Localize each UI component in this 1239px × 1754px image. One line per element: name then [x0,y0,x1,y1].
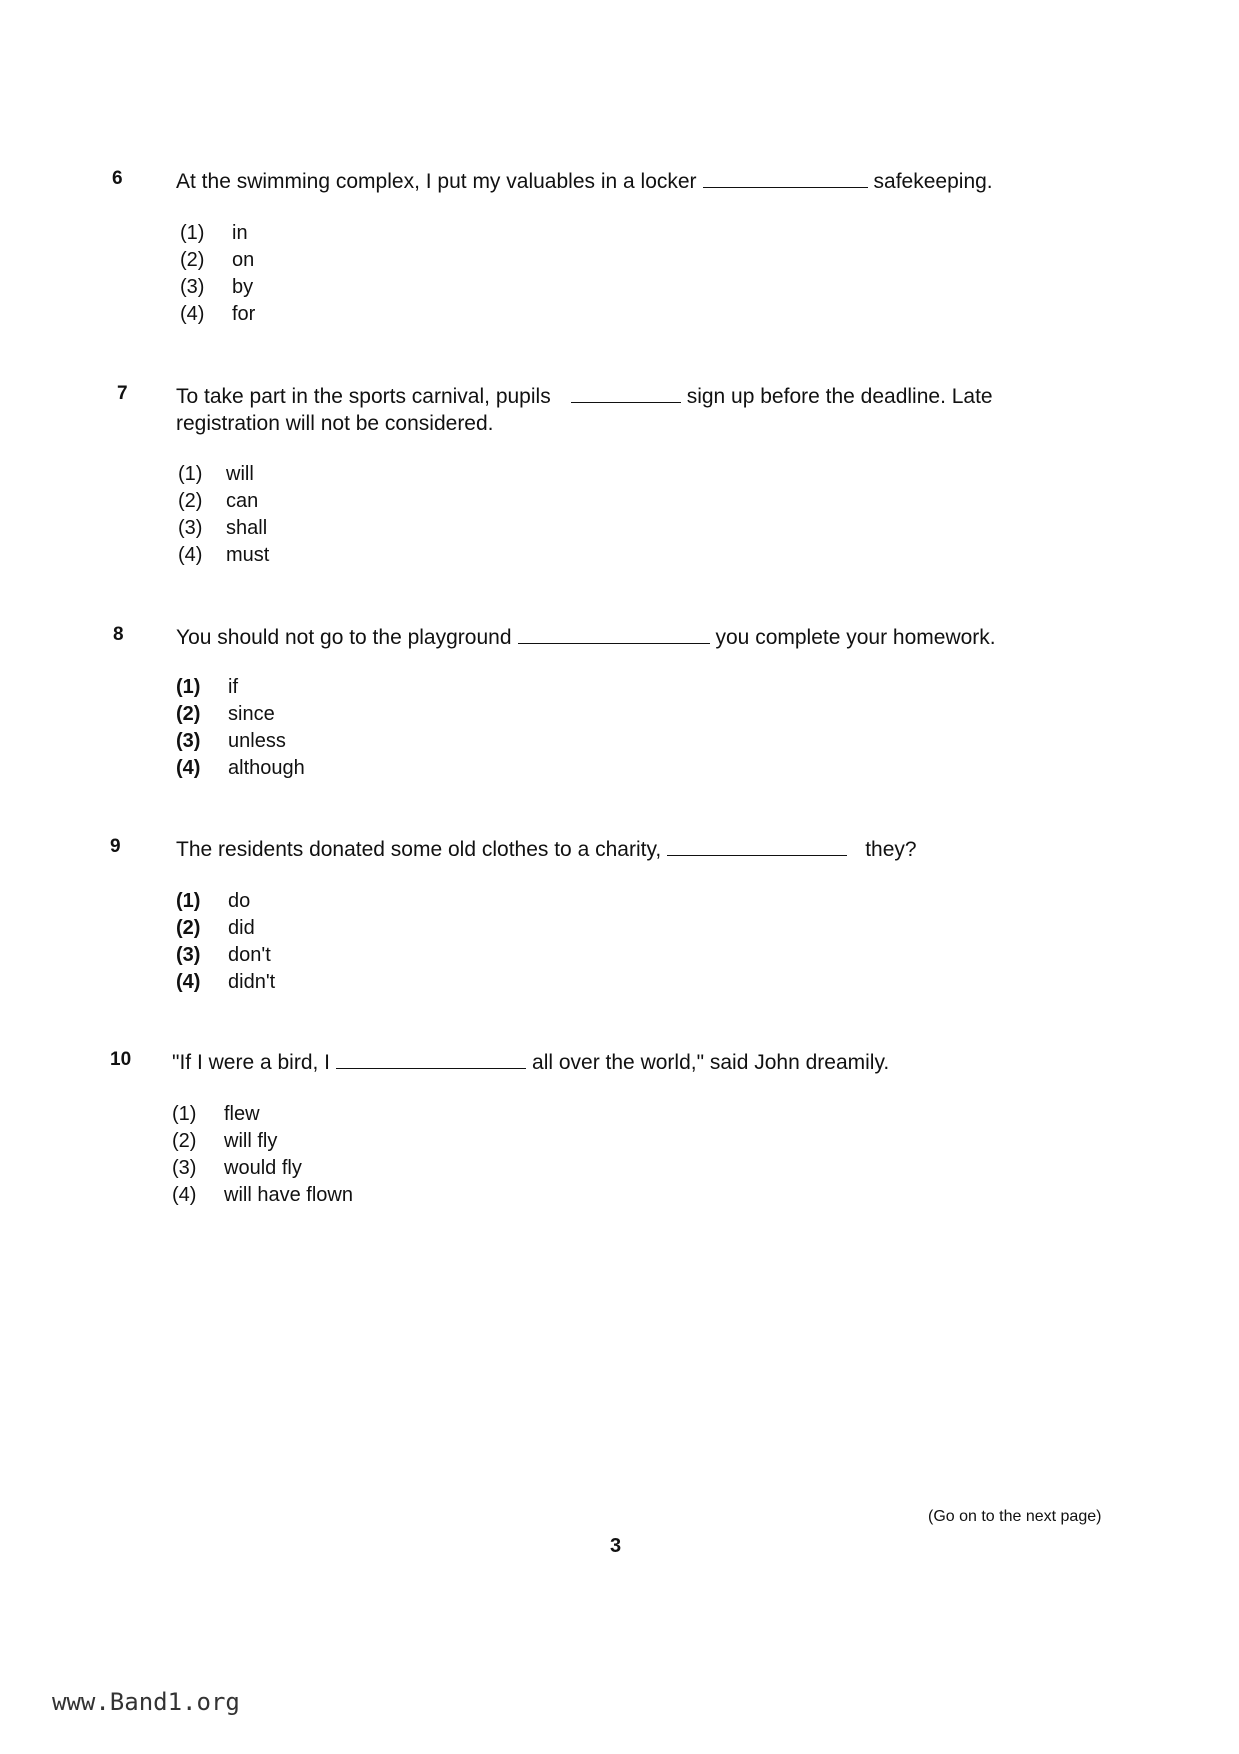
options-list [178,461,269,569]
option-3: (3) would fly [172,1157,302,1179]
question-text-before: The residents donated some old clothes to a charity, [176,838,662,861]
answer-blank [667,837,847,856]
answer-blank [518,625,710,644]
option-4: (4) will have flown [172,1184,353,1206]
option-3: (3) by [180,276,254,298]
question-number: 8 [113,624,124,645]
question-text [176,168,1136,195]
option-2: (2) on [180,249,255,271]
question-text-after: you complete your homework. [715,626,996,649]
question-text-after: sign up before the deadline. Late [686,385,993,408]
next-page-note: (Go on to the next page) [928,1508,1102,1525]
option-1: (1) will [178,463,254,485]
option-1: (1) do [176,890,251,912]
watermark-url: www.Band1.org [52,1688,240,1716]
question-number: 6 [112,168,123,189]
option-4: (4) for [180,303,256,325]
question-number: 7 [117,383,128,404]
options-list [180,220,255,328]
option-2: (2) since [176,703,275,725]
question-text-before: At the swimming complex, I put my valuables in a locker [176,170,697,193]
option-1: (1) flew [172,1103,260,1125]
option-2: (2) will fly [172,1130,278,1152]
question-text-after: all over the world," said John dreamily. [532,1051,890,1074]
option-2: (2) can [178,490,259,512]
question-number: 9 [110,836,121,857]
page-number: 3 [610,1535,622,1557]
question-text [176,383,1136,437]
options-list [176,888,275,996]
question-text-continuation: registration will not be considered. [176,412,494,435]
question-text-after: they? [865,838,917,861]
answer-blank [571,384,681,403]
option-3: (3) unless [176,730,286,752]
answer-blank [703,169,868,188]
question-text-before: You should not go to the playground [176,626,512,649]
question-text-before: "If I were a bird, I [172,1051,331,1074]
question-text [176,624,1136,651]
question-text [176,836,1136,863]
options-list [176,674,305,782]
option-3: (3) don't [176,944,271,966]
option-2: (2) did [176,917,255,939]
question-text-before: To take part in the sports carnival, pupils [176,385,551,408]
option-4: (4) although [176,757,305,779]
option-1: (1) in [180,222,248,244]
question-text [172,1049,1132,1076]
option-1: (1) if [176,676,238,698]
options-list [172,1101,353,1209]
question-text-after: safekeeping. [873,170,993,193]
option-4: (4) didn't [176,971,276,993]
answer-blank [336,1050,526,1069]
option-3: (3) shall [178,517,268,539]
question-number: 10 [110,1049,132,1070]
option-4: (4) must [178,544,270,566]
